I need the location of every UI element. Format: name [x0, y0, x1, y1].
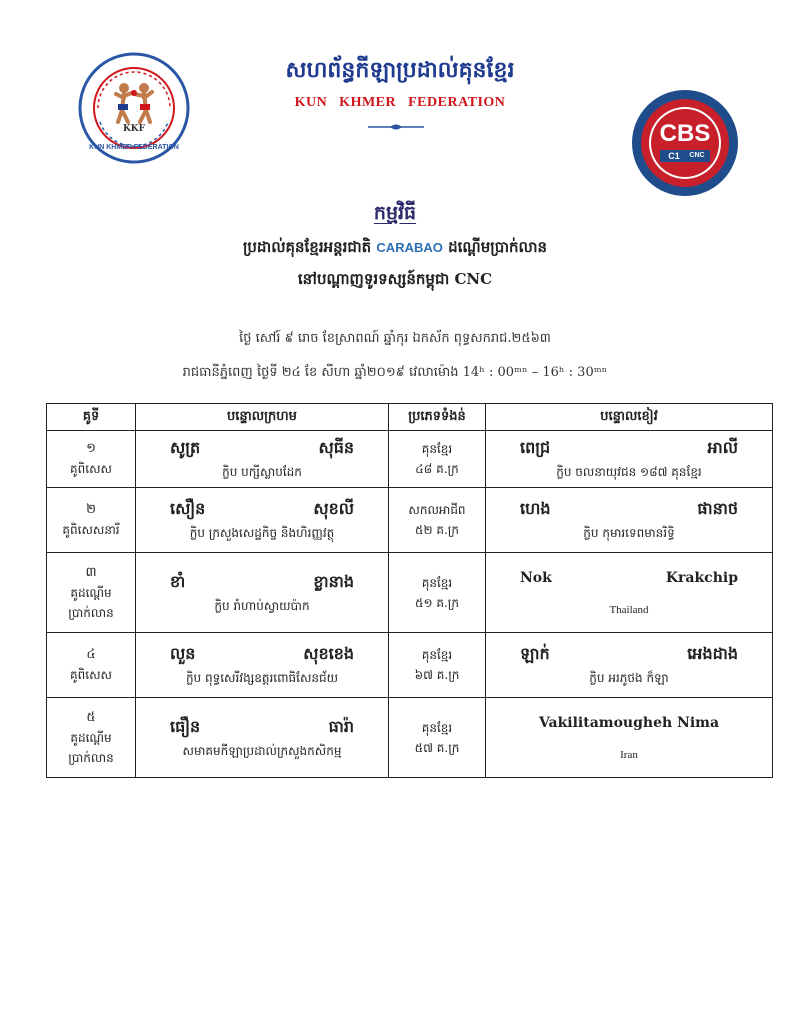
blue-fighter-country: Iran: [620, 748, 638, 761]
bout-cell: [47, 431, 136, 488]
red-fighter-cell: [136, 698, 389, 778]
blue-fighter-name: [490, 642, 768, 666]
table-row: [47, 488, 773, 553]
cbs-sub1: C1: [668, 151, 680, 161]
red-last-name: សុខលី: [313, 499, 354, 518]
bout-number: ៤: [86, 647, 96, 662]
red-fighter-cell: [136, 633, 389, 698]
event-subtitle-post: ដណ្តើមប្រាក់លាន: [448, 238, 548, 256]
red-last-name: សុធីន: [318, 438, 354, 457]
weight-value: ៦៧ គ.ក្រ: [414, 668, 460, 682]
weight-style: គុនខ្មែរ: [421, 575, 453, 590]
header-red-corner: បន្ទោលក្រហម: [136, 404, 389, 431]
table-header-row: [47, 404, 773, 431]
blue-fighter-cell: [486, 698, 773, 778]
red-fighter-club: ក្លិប ពុទ្ធសេរីវង្សឧត្តរពោធិសែនជ័យ: [185, 671, 339, 685]
red-fighter-club: ក្លិប រាំហាប់ស្វាយប៉ាក: [214, 598, 310, 613]
blue-fighter-cell: [486, 633, 773, 698]
document-title: កម្មវិធី: [373, 202, 417, 224]
bout-category-line2: ប្រាក់លាន: [68, 605, 114, 620]
weight-cell: [389, 431, 486, 488]
blue-last-name: អេងដាង: [687, 644, 738, 663]
red-fighter-club: ក្លិប ក្រសួងសេដ្ឋកិច្ច និងហិរញ្ញវត្ថុ: [189, 526, 335, 540]
bout-category-line2: ប្រាក់លាន: [68, 750, 114, 765]
bout-cell: [47, 633, 136, 698]
weight-value: ៤៨ គ.ក្រ: [415, 462, 459, 476]
bout-number: ២: [86, 502, 96, 517]
venue-date-time-line: រាជធានីភ្នំពេញ ថ្ងៃទី ២៤ ខែ សីហា ឆ្នាំ២០១៩ វេលាម៉ោង 14ʰ : 00ᵐⁿ – 16ʰ : 30ᵐⁿ: [182, 365, 608, 380]
divider-ornament-icon: [366, 123, 426, 131]
kkf-ring-text: KUN KHMER FEDERATION: [89, 144, 179, 151]
bout-cell: [47, 698, 136, 778]
red-fighter-name: [140, 642, 384, 666]
weight-cell: [389, 553, 486, 633]
weight-value: ៥១ គ.ក្រ: [414, 595, 459, 610]
bout-cell: [47, 488, 136, 553]
red-fighter-club: សមាគមកីឡាប្រដាល់ក្រសួងកសិកម្ម: [182, 743, 342, 758]
red-first-name: សឿន: [170, 499, 206, 518]
table-row: [47, 633, 773, 698]
bout-category: គូពិសេស: [70, 462, 112, 476]
weight-style: គុនខ្មែរ: [421, 720, 453, 735]
red-first-name: លួន: [170, 644, 196, 663]
red-first-name: ធឿន: [170, 716, 201, 736]
weight-value: ៥២ គ.ក្រ: [414, 523, 459, 537]
bout-number: ១: [86, 441, 96, 456]
blue-fighter-club: ក្លិប កុមារទេពមានរិទ្ធិ: [583, 526, 675, 540]
event-subtitle: [160, 238, 630, 260]
blue-last-name: Krakchip: [665, 569, 738, 586]
cbs-sub2: CNC: [689, 152, 705, 159]
blue-fighter-name: Vakilitamougheh Nima: [538, 714, 720, 731]
red-fighter-name: [140, 436, 384, 460]
blue-first-name: Nok: [520, 569, 552, 586]
blue-fighter-name: [490, 497, 768, 521]
blue-fighter-country: Thailand: [609, 603, 649, 616]
weight-style: គុនខ្មែរ: [421, 648, 453, 662]
federation-title-kh: សហព័ន្ធកីឡាប្រដាល់គុនខ្មែរ: [285, 57, 515, 83]
lunar-date-line: ថ្ងៃ សៅរ៍ ៩ រោច ខែស្រាពណ៍ ឆ្នាំកុរ ឯកស័ក ពុទ្ធសករាជ.២៥៦៣: [239, 331, 551, 346]
bout-category: គូពិសេស: [70, 668, 112, 682]
header-bout-number: គូទី: [47, 404, 136, 431]
weight-style: សកលអាជីព: [408, 503, 466, 517]
cbs-logo-text: CBS: [659, 120, 711, 147]
header-blue-corner: បន្ទោលខៀវ: [486, 404, 773, 431]
weight-cell: [389, 488, 486, 553]
event-brand: CARABAO: [376, 240, 443, 255]
event-subtitle-pre: ប្រដាល់គុនខ្មែរអន្តរជាតិ: [242, 238, 372, 256]
bout-category: គូដណ្តើម: [70, 585, 112, 600]
blue-fighter-club: ក្លិប អរភូថង ក៏ឡា: [589, 671, 669, 685]
blue-fighter-name: [490, 566, 768, 590]
bout-cell: [47, 553, 136, 633]
table-row: [47, 431, 773, 488]
red-last-name: ខ្លានាង: [313, 571, 354, 591]
red-last-name: ធារ៉ា: [328, 716, 354, 736]
federation-title-en: KUN KHMER FEDERATION: [294, 95, 506, 110]
red-fighter-cell: [136, 488, 389, 553]
red-fighter-name: [140, 497, 384, 521]
red-fighter-cell: [136, 431, 389, 488]
red-fighter-name: [140, 570, 384, 594]
red-fighter-cell: [136, 553, 389, 633]
red-first-name: សូត្រ: [170, 438, 201, 457]
header-weight-class: ប្រភេទទំងន់: [389, 404, 486, 431]
bout-number: ៣: [85, 564, 97, 580]
blue-last-name: អាលី: [707, 438, 738, 457]
bout-schedule-table: [46, 403, 773, 778]
blue-fighter-cell: [486, 553, 773, 633]
red-fighter-club: ក្លិប បក្សីស្លាបដែក: [222, 465, 302, 479]
weight-style: គុនខ្មែរ: [421, 442, 453, 456]
bout-number: ៥: [86, 709, 96, 725]
weight-cell: [389, 698, 486, 778]
red-fighter-name: [140, 715, 384, 739]
weight-cell: [389, 633, 486, 698]
weight-value: ៥៧ គ.ក្រ: [414, 740, 460, 755]
kkf-initials: KKF: [122, 124, 146, 134]
blue-first-name: ហេង: [520, 499, 551, 518]
bout-category: គូដណ្តើម: [70, 730, 112, 745]
kkf-seal-icon: [78, 52, 190, 164]
broadcast-line: នៅបណ្តាញទូរទស្សន៍កម្ពុជា CNC: [297, 270, 493, 288]
blue-fighter-cell: [486, 431, 773, 488]
blue-fighter-club: ក្លិប ចលនាយុវជន ១៨៧ គុនខ្មែរ: [556, 465, 702, 479]
bout-category: គូពិសេសនារី: [62, 523, 120, 537]
red-last-name: សុខខេង: [303, 644, 354, 663]
table-row: [47, 553, 773, 633]
blue-fighter-cell: [486, 488, 773, 553]
blue-first-name: ឡាក់: [520, 644, 550, 663]
blue-last-name: ផានាថ: [697, 499, 738, 518]
blue-first-name: ពេជ្រ: [520, 438, 551, 457]
blue-fighter-name: [490, 436, 768, 460]
table-row: [47, 698, 773, 778]
cbs-logo-icon: [630, 88, 740, 198]
red-first-name: ខាំ: [170, 571, 186, 591]
